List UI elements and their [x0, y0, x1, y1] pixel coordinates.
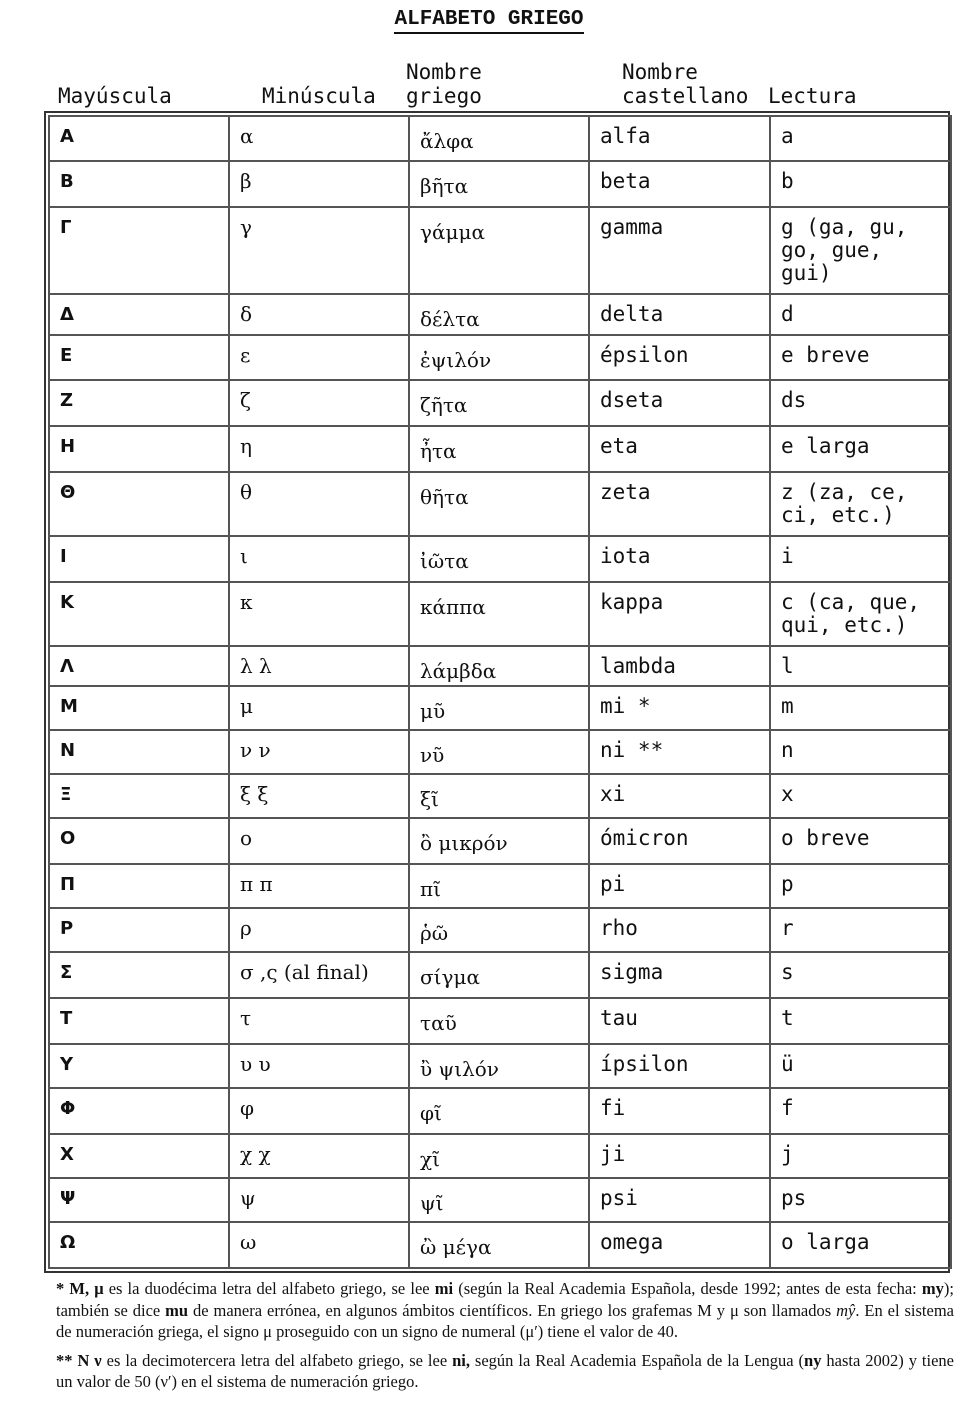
greek-name-cell: ζῆτα	[409, 380, 589, 426]
reading-cell: p	[770, 864, 951, 908]
letter-uppercase-cell: Π	[49, 864, 229, 908]
table-row	[49, 952, 951, 998]
reading-cell: o larga	[770, 1222, 951, 1268]
spanish-name-cell: kappa	[589, 582, 770, 646]
letter-lowercase-cell: φ	[229, 1088, 409, 1134]
table-row	[49, 1134, 951, 1178]
table-row	[49, 1222, 951, 1268]
greek-name-cell: ξῖ	[409, 774, 589, 818]
reading-cell: d	[770, 294, 951, 335]
table-row	[49, 730, 951, 774]
letter-lowercase-cell: η	[229, 426, 409, 472]
letter-uppercase-cell: Κ	[49, 582, 229, 646]
letter-lowercase-cell: ω	[229, 1222, 409, 1268]
header-nombre-griego-line1: Nombre	[406, 60, 482, 84]
footnote-bold: ny	[804, 1350, 822, 1370]
spanish-name-cell: alfa	[589, 116, 770, 161]
table-row	[49, 335, 951, 380]
greek-name-cell: μῦ	[409, 686, 589, 730]
reading-cell: j	[770, 1134, 951, 1178]
table-row	[49, 774, 951, 818]
reading-cell: ü	[770, 1044, 951, 1088]
letter-uppercase-cell: Ε	[49, 335, 229, 380]
footnote-text: es la decimotercera letra del alfabeto griego, se lee	[101, 1350, 453, 1370]
greek-name-cell: ῥῶ	[409, 908, 589, 952]
greek-name-cell: ταῦ	[409, 998, 589, 1044]
greek-name-cell: λάμβδα	[409, 646, 589, 686]
letter-lowercase-cell: π π	[229, 864, 409, 908]
spanish-name-cell: mi *	[589, 686, 770, 730]
letter-uppercase-cell: Σ	[49, 952, 229, 998]
spanish-name-cell: beta	[589, 161, 770, 207]
letter-lowercase-cell: λ λ	[229, 646, 409, 686]
greek-name-cell: γάμμα	[409, 207, 589, 294]
header-mayuscula: Mayúscula	[58, 84, 172, 108]
header-nombre-griego-line2: griego	[406, 84, 482, 108]
reading-cell: o breve	[770, 818, 951, 864]
letter-uppercase-cell: Ζ	[49, 380, 229, 426]
table-row	[49, 686, 951, 730]
reading-cell: b	[770, 161, 951, 207]
greek-name-cell: ψῖ	[409, 1178, 589, 1222]
reading-cell: f	[770, 1088, 951, 1134]
greek-name-cell: ἄλφα	[409, 116, 589, 161]
table-row	[49, 536, 951, 582]
reading-cell: l	[770, 646, 951, 686]
greek-name-cell: ἰῶτα	[409, 536, 589, 582]
letter-uppercase-cell: Ψ	[49, 1178, 229, 1222]
spanish-name-cell: xi	[589, 774, 770, 818]
table-row	[49, 426, 951, 472]
letter-lowercase-cell: χ χ	[229, 1134, 409, 1178]
header-lectura: Lectura	[768, 84, 857, 108]
greek-name-cell: ἦτα	[409, 426, 589, 472]
letter-lowercase-cell: ι	[229, 536, 409, 582]
reading-cell: a	[770, 116, 951, 161]
table-row	[49, 294, 951, 335]
reading-cell: g (ga, gu, go, gue, gui)	[770, 207, 951, 294]
reading-cell: r	[770, 908, 951, 952]
page-title	[0, 8, 978, 31]
letter-uppercase-cell: Ρ	[49, 908, 229, 952]
table-row	[49, 864, 951, 908]
greek-name-cell: δέλτα	[409, 294, 589, 335]
footnote-mu-marker: * M, μ	[56, 1279, 104, 1298]
footnote-bold: ni,	[452, 1350, 470, 1370]
letter-uppercase-cell: Υ	[49, 1044, 229, 1088]
reading-cell: c (ca, que, qui, etc.)	[770, 582, 951, 646]
greek-name-cell: πῖ	[409, 864, 589, 908]
spanish-name-cell: ni **	[589, 730, 770, 774]
spanish-name-cell: tau	[589, 998, 770, 1044]
alphabet-table-body	[49, 116, 951, 1268]
letter-uppercase-cell: Β	[49, 161, 229, 207]
spanish-name-cell: pi	[589, 864, 770, 908]
table-row	[49, 1088, 951, 1134]
letter-lowercase-cell: ψ	[229, 1178, 409, 1222]
letter-uppercase-cell: Ν	[49, 730, 229, 774]
reading-cell: ps	[770, 1178, 951, 1222]
letter-uppercase-cell: Λ	[49, 646, 229, 686]
letter-uppercase-cell: Δ	[49, 294, 229, 335]
letter-uppercase-cell: Ω	[49, 1222, 229, 1268]
reading-cell: t	[770, 998, 951, 1044]
spanish-name-cell: ji	[589, 1134, 770, 1178]
footnote-text: es la duodécima letra del alfabeto griego, se lee	[103, 1279, 435, 1298]
letter-lowercase-cell: ξ ξ	[229, 774, 409, 818]
footnote-nu	[56, 1350, 954, 1393]
footnote-bold: mu	[165, 1300, 189, 1320]
letter-uppercase-cell: Γ	[49, 207, 229, 294]
reading-cell: ds	[770, 380, 951, 426]
greek-name-cell: θῆτα	[409, 472, 589, 536]
reading-cell: e breve	[770, 335, 951, 380]
spanish-name-cell: lambda	[589, 646, 770, 686]
spanish-name-cell: zeta	[589, 472, 770, 536]
greek-name-cell: σίγμα	[409, 952, 589, 998]
greek-name-cell: κάππα	[409, 582, 589, 646]
table-row	[49, 818, 951, 864]
table-row	[49, 472, 951, 536]
table-row	[49, 116, 951, 161]
reading-cell: e larga	[770, 426, 951, 472]
greek-name-cell: ὢ μέγα	[409, 1222, 589, 1268]
table-row	[49, 1178, 951, 1222]
spanish-name-cell: delta	[589, 294, 770, 335]
table-row	[49, 1044, 951, 1088]
reading-cell: z (za, ce, ci, etc.)	[770, 472, 951, 536]
greek-name-cell: ἐψιλόν	[409, 335, 589, 380]
spanish-name-cell: gamma	[589, 207, 770, 294]
letter-lowercase-cell: ζ	[229, 380, 409, 426]
letter-lowercase-cell: ρ	[229, 908, 409, 952]
letter-lowercase-cell: κ	[229, 582, 409, 646]
footnote-nu-marker: ** N ν	[56, 1350, 102, 1370]
spanish-name-cell: dseta	[589, 380, 770, 426]
spanish-name-cell: eta	[589, 426, 770, 472]
reading-cell: m	[770, 686, 951, 730]
reading-cell: n	[770, 730, 951, 774]
letter-uppercase-cell: Α	[49, 116, 229, 161]
footnote-mu	[56, 1278, 954, 1343]
letter-lowercase-cell: μ	[229, 686, 409, 730]
header-nombre-castellano-line1: Nombre	[622, 60, 698, 84]
spanish-name-cell: iota	[589, 536, 770, 582]
footnote-bold: my	[921, 1279, 944, 1298]
letter-lowercase-cell: σ ,ς (al final)	[229, 952, 409, 998]
letter-lowercase-cell: ε	[229, 335, 409, 380]
spanish-name-cell: ípsilon	[589, 1044, 770, 1088]
title-text: ALFABETO GRIEGO	[394, 8, 583, 34]
footnote-text: según la Real Academia Española de la Lengua (	[469, 1350, 805, 1370]
letter-uppercase-cell: Μ	[49, 686, 229, 730]
spanish-name-cell: rho	[589, 908, 770, 952]
reading-cell: s	[770, 952, 951, 998]
letter-lowercase-cell: β	[229, 161, 409, 207]
letter-uppercase-cell: Τ	[49, 998, 229, 1044]
letter-uppercase-cell: Φ	[49, 1088, 229, 1134]
letter-lowercase-cell: τ	[229, 998, 409, 1044]
footnote-text: hasta 2002) y tiene un valor de 50 (ν′) en el sistema de numeración griego.	[56, 1350, 954, 1391]
table-row	[49, 908, 951, 952]
footnote-text: ); también se dice	[56, 1279, 954, 1320]
greek-name-cell: νῦ	[409, 730, 589, 774]
table-row	[49, 380, 951, 426]
letter-lowercase-cell: υ υ	[229, 1044, 409, 1088]
greek-name-cell: φῖ	[409, 1088, 589, 1134]
table-row	[49, 646, 951, 686]
spanish-name-cell: ómicron	[589, 818, 770, 864]
footnotes	[56, 1278, 954, 1400]
letter-uppercase-cell: Η	[49, 426, 229, 472]
header-nombre-castellano-line2: castellano	[622, 84, 749, 108]
reading-cell: x	[770, 774, 951, 818]
greek-name-cell: ὒ ψιλόν	[409, 1044, 589, 1088]
footnote-italic: mŷ	[836, 1300, 856, 1320]
letter-uppercase-cell: Ο	[49, 818, 229, 864]
spanish-name-cell: omega	[589, 1222, 770, 1268]
footnote-text: . En el sistema de numeración griega, el signo μ proseguido con un signo de numeral (μ′) tiene el valor de 40.	[56, 1300, 954, 1341]
greek-name-cell: βῆτα	[409, 161, 589, 207]
letter-uppercase-cell: Θ	[49, 472, 229, 536]
header-minuscula: Minúscula	[262, 84, 376, 108]
table-row	[49, 207, 951, 294]
greek-name-cell: χῖ	[409, 1134, 589, 1178]
footnote-text: de manera errónea, en algunos ámbitos científicos. En griego los grafemas Μ y μ son llamados	[188, 1300, 837, 1320]
table-row	[49, 161, 951, 207]
table-row	[49, 582, 951, 646]
spanish-name-cell: psi	[589, 1178, 770, 1222]
spanish-name-cell: sigma	[589, 952, 770, 998]
letter-uppercase-cell: Χ	[49, 1134, 229, 1178]
footnote-bold: mi	[434, 1279, 454, 1298]
letter-lowercase-cell: θ	[229, 472, 409, 536]
letter-lowercase-cell: ν ν	[229, 730, 409, 774]
alphabet-table	[44, 111, 950, 1273]
letter-uppercase-cell: Ξ	[49, 774, 229, 818]
table-row	[49, 998, 951, 1044]
letter-lowercase-cell: γ	[229, 207, 409, 294]
greek-name-cell: ὂ μικρόν	[409, 818, 589, 864]
letter-lowercase-cell: ο	[229, 818, 409, 864]
letter-lowercase-cell: α	[229, 116, 409, 161]
footnote-text: (según la Real Academia Española, desde 1992; antes de esta fecha:	[453, 1279, 922, 1298]
spanish-name-cell: épsilon	[589, 335, 770, 380]
letter-lowercase-cell: δ	[229, 294, 409, 335]
spanish-name-cell: fi	[589, 1088, 770, 1134]
letter-uppercase-cell: Ι	[49, 536, 229, 582]
reading-cell: i	[770, 536, 951, 582]
